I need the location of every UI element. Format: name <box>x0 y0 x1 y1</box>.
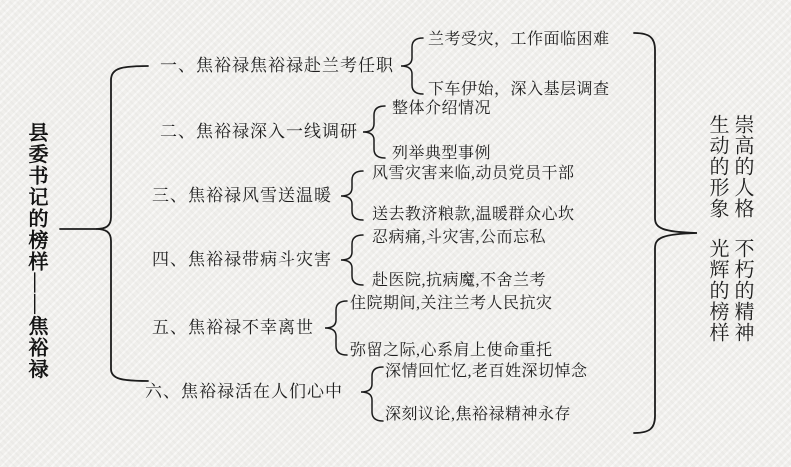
branch-1-sub-1: 兰考受灾，工作面临困难 <box>428 31 610 48</box>
branch-4-label: 四、焦裕禄带病斗灾害 <box>152 250 332 269</box>
conclusion-bottom <box>704 238 754 343</box>
item-3-brace <box>341 171 363 220</box>
branch-1-label: 一、焦裕禄焦裕禄赴兰考任职 <box>160 56 394 75</box>
branch-3-sub-2: 送去教济粮款,温暖群众心坎 <box>372 206 575 223</box>
item-4-brace <box>341 235 363 285</box>
left-brace <box>96 66 148 381</box>
item-2-brace <box>363 106 385 158</box>
branch-2-sub-2: 列举典型事例 <box>392 145 492 162</box>
branch-2-sub-1: 整体介绍情况 <box>392 100 492 117</box>
branch-5-sub-1: 住院期间,关注兰考人民抗灾 <box>350 295 553 312</box>
branch-6-sub-2: 深刻议论,焦裕禄精神永存 <box>385 406 572 423</box>
branch-5-sub-2: 弥留之际,心系肩上使命重托 <box>350 342 553 359</box>
item-1-brace <box>401 38 423 94</box>
page-title: 县委书记的榜样——焦裕禄 <box>25 122 47 380</box>
conclusion-top-line-1: 崇高的人格 <box>731 114 753 219</box>
branch-6-sub-1: 深情回忙忆,老百姓深切悼念 <box>385 363 588 380</box>
branch-3-sub-1: 风雪灾害来临,动员党员干部 <box>372 165 575 182</box>
branch-4-sub-1: 忍病痛,斗灾害,公而忘私 <box>372 229 547 246</box>
conclusion-bottom-line-1: 不朽的精神 <box>731 238 753 343</box>
branch-3-label: 三、焦裕禄风雪送温暖 <box>152 186 332 205</box>
branch-5-label: 五、焦裕禄不幸离世 <box>152 318 314 337</box>
branch-4-sub-2: 赴医院,抗病魔,不舍兰考 <box>372 272 547 289</box>
branch-6-label: 六、焦裕禄活在人们心中 <box>145 382 343 401</box>
conclusion-bottom-line-2: 光辉的榜样 <box>706 238 728 343</box>
item-5-brace <box>325 301 347 355</box>
conclusion-top <box>704 114 754 219</box>
right-brace <box>634 33 697 433</box>
conclusion-top-line-2: 生动的形象 <box>706 114 728 219</box>
item-6-brace <box>361 367 383 421</box>
branch-2-label: 二、焦裕禄深入一线调研 <box>160 122 358 141</box>
branch-1-sub-2: 下车伊始，深入基层调查 <box>428 81 610 98</box>
